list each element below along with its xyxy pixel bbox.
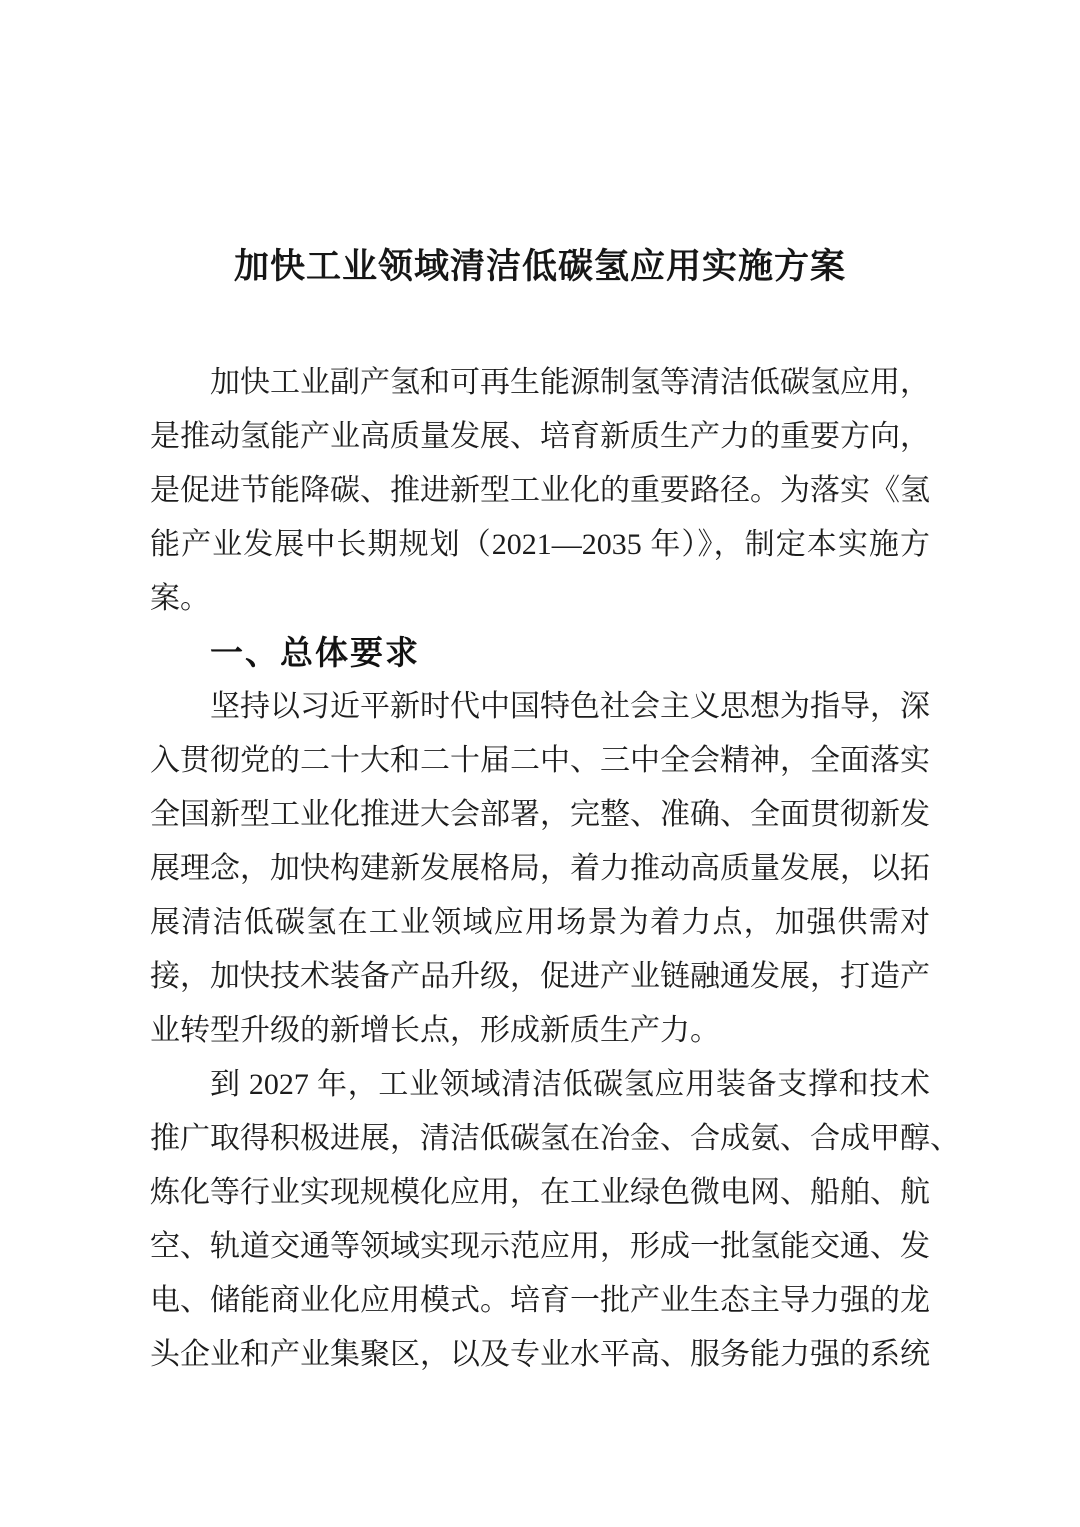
paragraph-line: 是推动氢能产业高质量发展、培育新质生产力的重要方向， <box>150 420 930 453</box>
section-paragraph-2 <box>150 1058 960 1382</box>
paragraph-line: 到 2027 年，工业领域清洁低碳氢应用装备支撑和技术 <box>210 1068 930 1101</box>
paragraph-line: 展理念，加快构建新发展格局，着力推动高质量发展，以拓 <box>150 852 930 885</box>
paragraph-line: 展清洁低碳氢在工业领域应用场景为着力点，加强供需对 <box>150 906 930 939</box>
paragraph-line: 推广取得积极进展，清洁低碳氢在冶金、合成氨、合成甲醇、 <box>150 1122 960 1155</box>
section-heading: 一、总体要求 <box>210 634 420 671</box>
document-title: 加快工业领域清洁低碳氢应用实施方案 <box>233 247 846 286</box>
paragraph-line: 炼化等行业实现规模化应用，在工业绿色微电网、船舶、航 <box>150 1176 930 1209</box>
paragraph-line: 案。 <box>150 582 210 615</box>
paragraph-line: 接，加快技术装备产品升级，促进产业链融通发展，打造产 <box>150 960 930 993</box>
paragraph-line: 能产业发展中长期规划（2021—2035 年）》，制定本实施方 <box>150 528 930 561</box>
intro-paragraph <box>150 356 930 626</box>
paragraph-line: 是促进节能降碳、推进新型工业化的重要路径。为落实《氢 <box>150 474 930 507</box>
paragraph-line: 业转型升级的新增长点，形成新质生产力。 <box>150 1014 720 1047</box>
paragraph-line: 加快工业副产氢和可再生能源制氢等清洁低碳氢应用， <box>210 366 930 399</box>
paragraph-line: 电、储能商业化应用模式。培育一批产业生态主导力强的龙 <box>150 1284 930 1317</box>
document-body <box>150 356 960 1382</box>
section-paragraph-1 <box>150 680 930 1058</box>
paragraph-line: 全国新型工业化推进大会部署，完整、准确、全面贯彻新发 <box>150 798 930 831</box>
paragraph-line: 入贯彻党的二十大和二十届二中、三中全会精神，全面落实 <box>150 744 930 777</box>
paragraph-line: 头企业和产业集聚区，以及专业水平高、服务能力强的系统 <box>150 1338 930 1371</box>
paragraph-line: 坚持以习近平新时代中国特色社会主义思想为指导，深 <box>210 690 930 723</box>
paragraph-line: 空、轨道交通等领域实现示范应用，形成一批氢能交通、发 <box>150 1230 930 1263</box>
